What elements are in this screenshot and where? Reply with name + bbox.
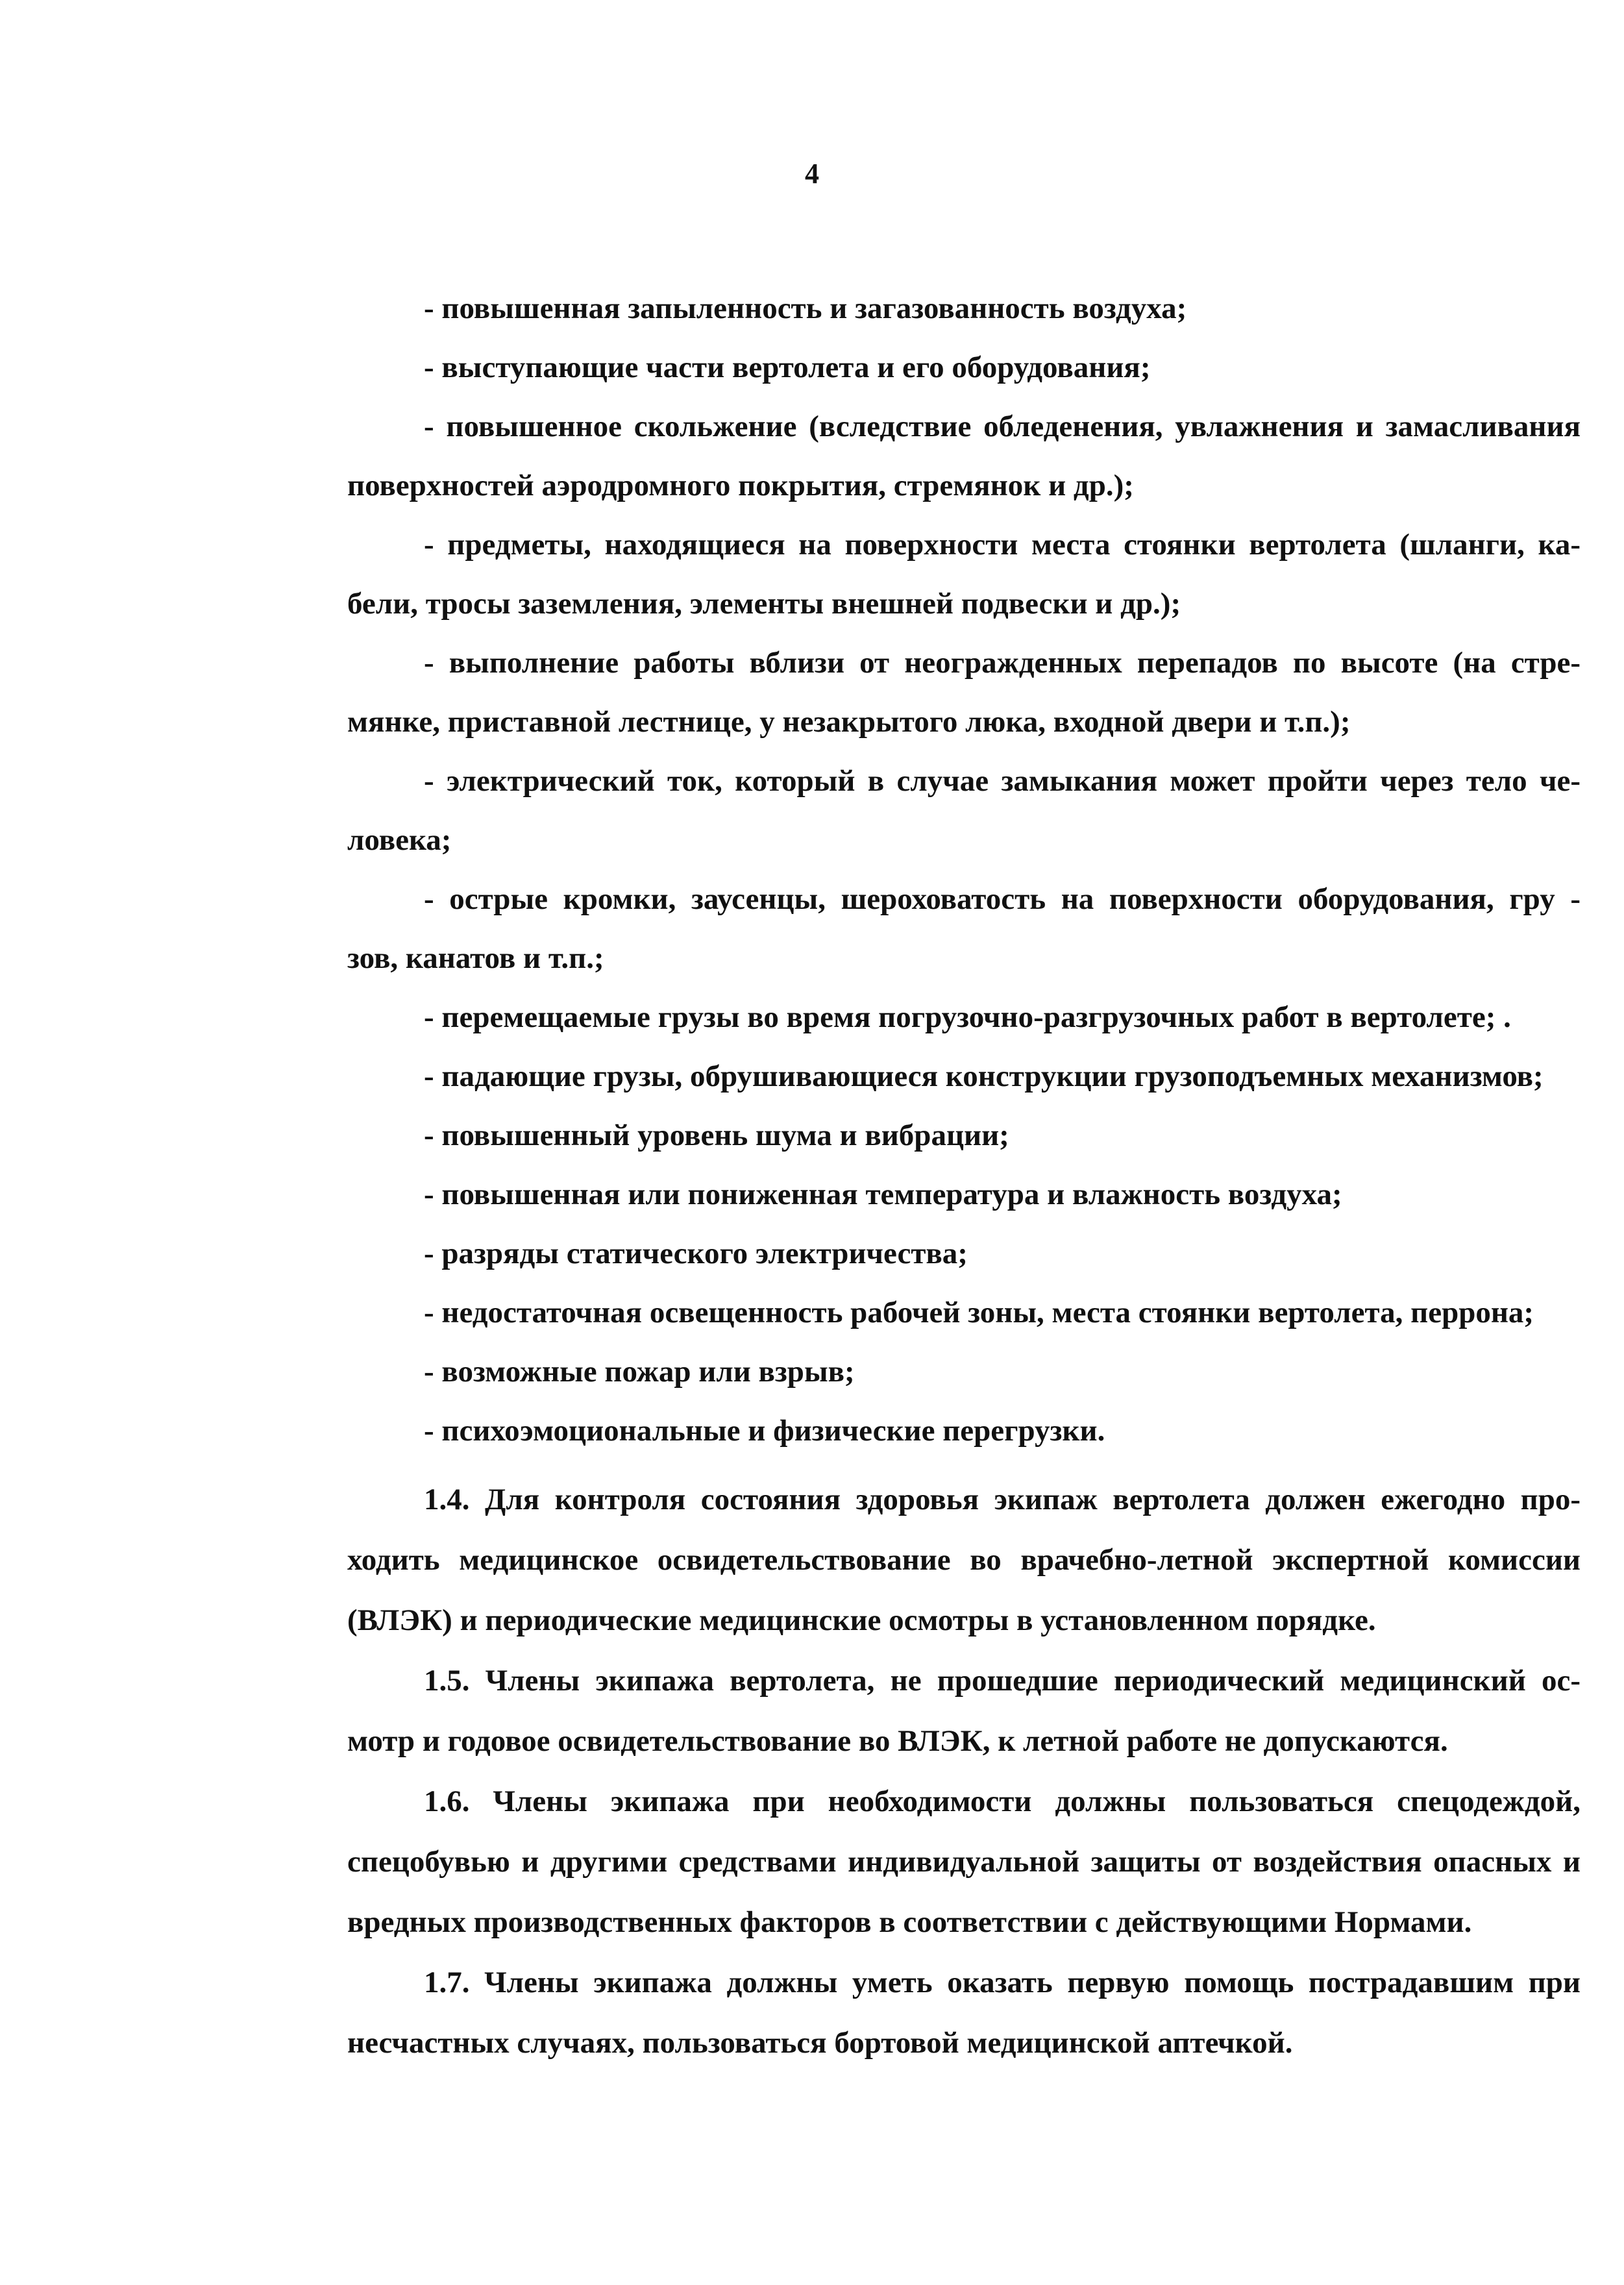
hazard-line: - возможные пожар или взрыв; xyxy=(424,1355,855,1389)
hazard-line: поверхностей аэродромного покрытия, стремянок и др.); xyxy=(347,469,1134,502)
hazard-line: ловека; xyxy=(347,823,452,857)
hazard-item xyxy=(347,1165,1581,1224)
paragraph-line: 1.6. Члены экипажа при необходимости должны пользоваться спецодеждой, xyxy=(424,1785,1581,1818)
hazard-item xyxy=(347,988,1581,1047)
paragraph-line: спецобувью и другими средствами индивидуальной защиты от воздействия опасных и xyxy=(347,1845,1581,1879)
hazard-line: - недостаточная освещенность рабочей зоны, места стоянки вертолета, перрона; xyxy=(424,1296,1534,1329)
hazard-line: - перемещаемые грузы во время погрузочно-разгрузочных работ в вертолете; . xyxy=(424,1000,1511,1034)
hazard-item xyxy=(347,1106,1581,1165)
paragraph-line: мотр и годовое освидетельствование во ВЛЭК, к летной работе не допускаются. xyxy=(347,1724,1448,1758)
hazard-line: - выступающие части вертолета и его оборудования; xyxy=(424,351,1151,384)
section-1-4 xyxy=(347,1470,1581,1651)
page-number: 4 xyxy=(805,158,819,190)
hazard-line: - повышенная или пониженная температура и влажность воздуха; xyxy=(424,1178,1342,1211)
hazard-line: - психоэмоциональные и физические перегрузки. xyxy=(424,1414,1105,1448)
hazard-item xyxy=(347,634,1581,752)
hazard-item xyxy=(347,870,1581,988)
paragraph-line: ходить медицинское освидетельствование во врачебно-летной экспертной комиссии xyxy=(347,1543,1581,1577)
section-1-5 xyxy=(347,1651,1581,1772)
hazard-line: - выполнение работы вблизи от неогражденных перепадов по высоте (на стре- xyxy=(424,646,1581,680)
hazard-item xyxy=(347,1402,1581,1461)
hazard-list xyxy=(347,279,1581,1461)
document-body xyxy=(347,279,1581,2073)
hazard-item xyxy=(347,1283,1581,1342)
hazard-item xyxy=(347,397,1581,515)
hazard-item xyxy=(347,1224,1581,1283)
hazard-item xyxy=(347,1342,1581,1402)
hazard-line: - падающие грузы, обрушивающиеся конструкции грузоподъемных механизмов; xyxy=(424,1059,1544,1093)
hazard-item xyxy=(347,752,1581,870)
paragraph-line: вредных производственных факторов в соответствии с действующими Нормами. xyxy=(347,1905,1472,1939)
paragraph-line: 1.4. Для контроля состояния здоровья экипаж вертолета должен ежегодно про- xyxy=(424,1483,1581,1516)
hazard-line: - повышенный уровень шума и вибрации; xyxy=(424,1118,1009,1152)
hazard-line: зов, канатов и т.п.; xyxy=(347,941,604,975)
hazard-line: - острые кромки, заусенцы, шероховатость на поверхности оборудования, гру - xyxy=(424,882,1581,916)
section-1-6 xyxy=(347,1772,1581,1953)
hazard-line: бели, тросы заземления, элементы внешней подвески и др.); xyxy=(347,587,1181,621)
section-gap xyxy=(347,1461,1581,1470)
hazard-line: - электрический ток, который в случае замыкания может пройти через тело че- xyxy=(424,764,1581,798)
hazard-item xyxy=(347,279,1581,338)
hazard-item xyxy=(347,1047,1581,1106)
hazard-line: - предметы, находящиеся на поверхности места стоянки вертолета (шланги, ка- xyxy=(424,528,1581,562)
section-1-7 xyxy=(347,1953,1581,2073)
hazard-item xyxy=(347,338,1581,397)
hazard-line: - повышенное скольжение (вследствие обледенения, увлажнения и замасливания xyxy=(424,410,1581,443)
paragraph-line: 1.5. Члены экипажа вертолета, не прошедшие периодический медицинский ос- xyxy=(424,1664,1581,1698)
hazard-line: - разряды статического электричества; xyxy=(424,1237,968,1270)
hazard-item xyxy=(347,515,1581,634)
paragraph-line: несчастных случаях, пользоваться бортовой медицинской аптечкой. xyxy=(347,2026,1293,2060)
paragraph-line: (ВЛЭК) и периодические медицинские осмотры в установленном порядке. xyxy=(347,1603,1376,1637)
paragraph-line: 1.7. Члены экипажа должны уметь оказать первую помощь пострадавшим при xyxy=(424,1966,1581,1999)
hazard-line: - повышенная запыленность и загазованность воздуха; xyxy=(424,291,1187,325)
hazard-line: мянке, приставной лестнице, у незакрытого люка, входной двери и т.п.); xyxy=(347,705,1351,739)
